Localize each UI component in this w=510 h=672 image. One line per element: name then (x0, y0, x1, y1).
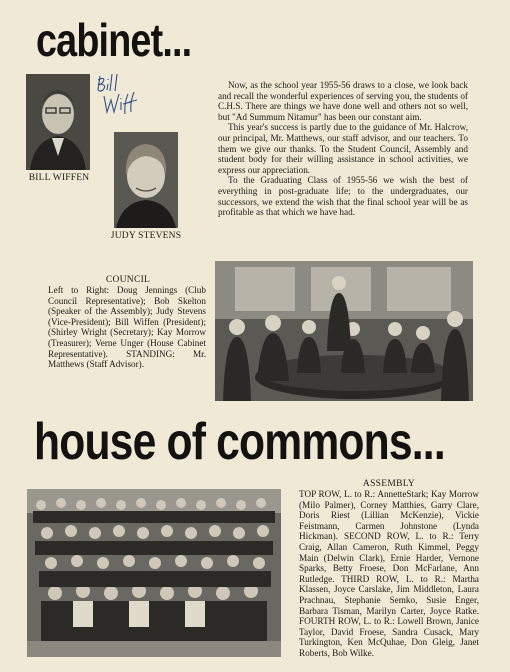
council-photo (215, 261, 473, 401)
portrait-judy-stevens (114, 132, 178, 228)
council-caption: Left to Right: Doug Jennings (Club Council Representative); Bob Skelton (Speaker of the Assembly); Judy Stevens (Vice-President); Bill Wiffen (President); (Shirley Wright (Secretary); Kay Morrow (Treasurer); Verne Unger (House Cabinet Representative). STANDING: Mr. Matthews (Staff Advisor). (48, 285, 206, 370)
cabinet-paragraph: To the Graduating Class of 1955-56 we wish the best of everything in post-graduate life; to the undergraduates, our successors, we extend the wish that the final school year will be as profitable as that which we have had. (218, 175, 468, 218)
portrait-bill-wiffen (26, 74, 90, 170)
cabinet-paragraph: Now, as the school year 1955-56 draws to a close, we look back and recall the wonderful experiences of serving you, the students of C.H.S. There are things we have done well and others not so well, but "Ad Summum Nitamur" has been our constant aim. (218, 80, 468, 122)
cabinet-paragraph: This year's success is partly due to the guidance of Mr. Halcrow, our principal, Mr. Matthews, our staff advisor, and our teachers. To them we give our thanks. To the Student Council, Assembly and student body for their willing assistance in school activities, we express our appreciation. (218, 122, 468, 175)
council-heading: COUNCIL (105, 275, 151, 285)
cabinet-message (218, 80, 468, 218)
assembly-photo (27, 489, 281, 657)
caption-bill-wiffen: BILL WIFFEN (28, 173, 90, 183)
commons-heading: house of commons... (34, 413, 445, 471)
cabinet-heading: cabinet... (36, 14, 192, 66)
assembly-heading: ASSEMBLY (362, 479, 416, 489)
assembly-caption: TOP ROW, L. to R.: AnnetteStark; Kay Morrow (Milo Palmer), Corney Matthies, Garry Clare, Doris Riest (Lillian McKenzie), Vickie Feistmann, Carmen Johnstone (Lynda Hickman). SECOND ROW, L. to R.: Terry Craig, Allan Cameron, Ruth Kimmel, Peggy Main (Delwin Clark), Ernie Harder, Vernone Sparks, Betty Froese, Don McFarlane, Ann Rutledge. THIRD ROW, L. to R.: Martha Klassen, Joyce Carslake, Jim Middleton, Laura Prachnau, Stephanie Semko, Susie Enger, Barbara Tisman, Marilyn Carter, Joyce Ratke. FOURTH ROW, L. to R.: Lowell Brown, Janice Taylor, David Froese, Sandra Cusack, Mary Turkington, Ken McQuhae, Don Gleig, Janet Roberts, Bob Wilke. (299, 489, 479, 658)
handwritten-signature (94, 70, 140, 118)
caption-judy-stevens: JUDY STEVENS (110, 231, 182, 241)
